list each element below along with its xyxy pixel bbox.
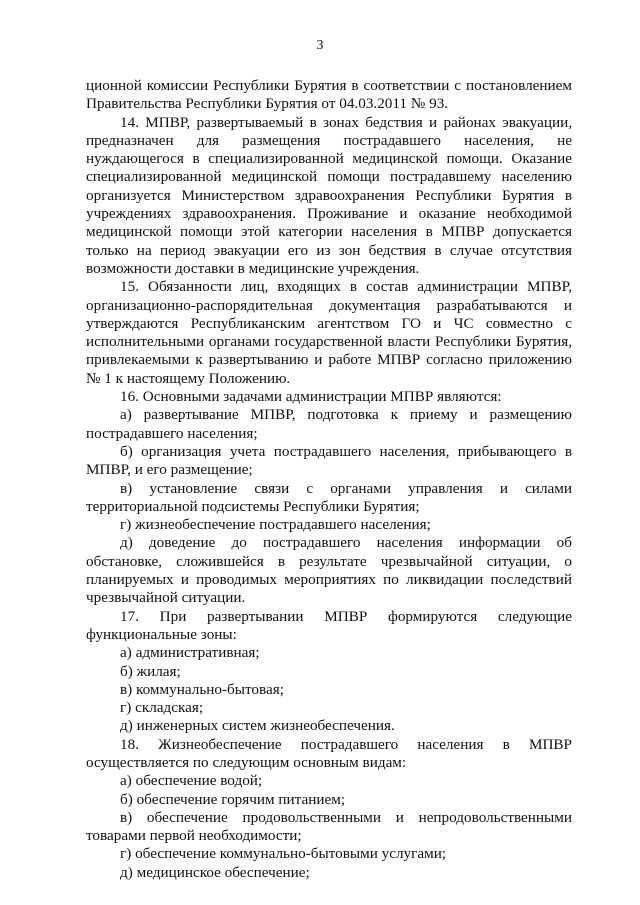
list-item: д) медицинское обеспечение; <box>120 863 310 881</box>
list-item: д) инженерных систем жизнеобеспечения. <box>120 717 395 735</box>
list-item: б) организация учета пострадавшего населения, прибывающего в МПВР, и его размещение; <box>86 442 572 479</box>
list-item: г) жизнеобеспечение пострадавшего населения; <box>120 516 431 534</box>
list-item: а) обеспечение водой; <box>120 772 263 790</box>
paragraph-continuation: ционной комиссии Республики Бурятия в соответствии с постановлением Правительства Республики Бурятия от 04.03.2011 № 93. <box>86 77 572 113</box>
paragraph-14: 14. МПВР, развертываемый в зонах бедствия и районах эвакуации, предназначен для размещения пострадавшего населения, не нуждающегося в специализированной медицинской помощи. Оказание специализированной медицинской помощи пострадавшему населению организуется Министерством здравоохранения Республики Бурятия в учреждениях здравоохранения. Проживание и оказание необходимой медицинской помощи этой категории населения в МПВР допускается только на период эвакуации его из зон бедствия в случае отсутствия возможности доставки в медицинские учреждения. <box>86 113 572 277</box>
paragraph-16: 16. Основными задачами администрации МПВР являются: <box>120 388 502 406</box>
list-item: д) доведение до пострадавшего населения информации об обстановке, сложившейся в результате чрезвычайной ситуации, о планируемых и проводимых мероприятиях по ликвидации последствий чрезвычайной ситуации. <box>86 534 572 607</box>
page-number: 3 <box>316 38 324 53</box>
list-item: в) коммунально-бытовая; <box>120 680 284 698</box>
paragraph-18: 18. Жизнеобеспечение пострадавшего населения в МПВР осуществляется по следующим основным видам: <box>86 735 572 771</box>
list-item: а) развертывание МПВР, подготовка к приему и размещению пострадавшего населения; <box>86 406 572 442</box>
paragraph-15: 15. Обязанности лиц, входящих в состав администрации МПВР, организационно-распорядительная документация разрабатываются и утверждаются Республиканским агентством ГО и ЧС совместно с исполнительными органами государственной власти Республики Бурятия, привлекаемыми к развертыванию и работе МПВР согласно приложению № 1 к настоящему Положению. <box>86 278 572 387</box>
list-item: б) обеспечение горячим питанием; <box>120 790 346 808</box>
list-item: в) обеспечение продовольственными и непродовольственными товарами первой необходимости; <box>86 808 572 845</box>
list-item: в) установление связи с органами управления и силами территориальной подсистемы Республики Бурятия; <box>86 479 572 515</box>
list-item: б) жилая; <box>120 662 181 680</box>
paragraph-17: 17. При развертывании МПВР формируются следующие функциональные зоны: <box>86 607 572 643</box>
list-item: а) административная; <box>120 644 260 662</box>
list-item: г) складская; <box>120 699 204 717</box>
document-body <box>86 77 572 882</box>
list-item: г) обеспечение коммунально-бытовыми услугами; <box>120 845 447 863</box>
